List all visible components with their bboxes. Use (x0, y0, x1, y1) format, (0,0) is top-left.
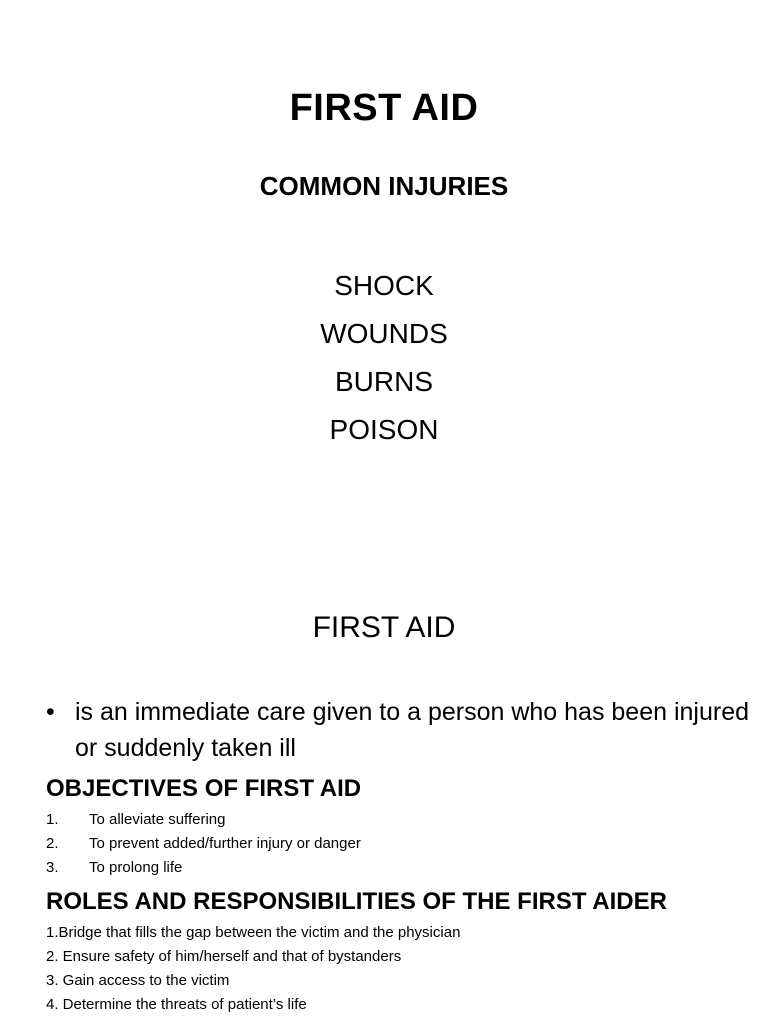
role-item: 2. Ensure safety of him/herself and that of bystanders (46, 948, 402, 965)
role-item: 4. Determine the threats of patient’s life (46, 996, 307, 1013)
definition-bullet (46, 694, 765, 766)
role-item: 3. Gain access to the victim (46, 972, 230, 989)
objectives-list (46, 808, 361, 880)
objective-number: 3. (46, 859, 59, 876)
bullet-icon: • (46, 698, 55, 726)
slide-title: FIRST AID (289, 87, 479, 129)
injury-item: SHOCK (334, 270, 434, 301)
definition-text: is an immediate care given to a person who has been injured or suddenly taken ill (75, 698, 750, 762)
objective-item (46, 832, 361, 856)
injury-item: WOUNDS (320, 318, 448, 349)
slide-title: FIRST AID (312, 611, 456, 644)
objective-item (46, 808, 361, 832)
slide-first-aid-definition (0, 560, 768, 1024)
role-item: 1.Bridge that fills the gap between the victim and the physician (46, 924, 461, 941)
objective-text: To prevent added/further injury or danger (89, 835, 361, 852)
objective-number: 1. (46, 811, 59, 828)
objectives-heading: OBJECTIVES OF FIRST AID (46, 775, 362, 802)
objective-item (46, 856, 361, 880)
objective-text: To prolong life (89, 859, 183, 876)
objective-number: 2. (46, 835, 59, 852)
injury-item: POISON (329, 414, 439, 445)
slide-subtitle: COMMON INJURIES (259, 171, 509, 201)
roles-list (46, 921, 460, 1017)
injury-item: BURNS (334, 366, 433, 397)
objective-text: To alleviate suffering (89, 811, 226, 828)
injury-list (0, 262, 768, 454)
roles-heading: ROLES AND RESPONSIBILITIES OF THE FIRST AIDER (46, 888, 667, 915)
